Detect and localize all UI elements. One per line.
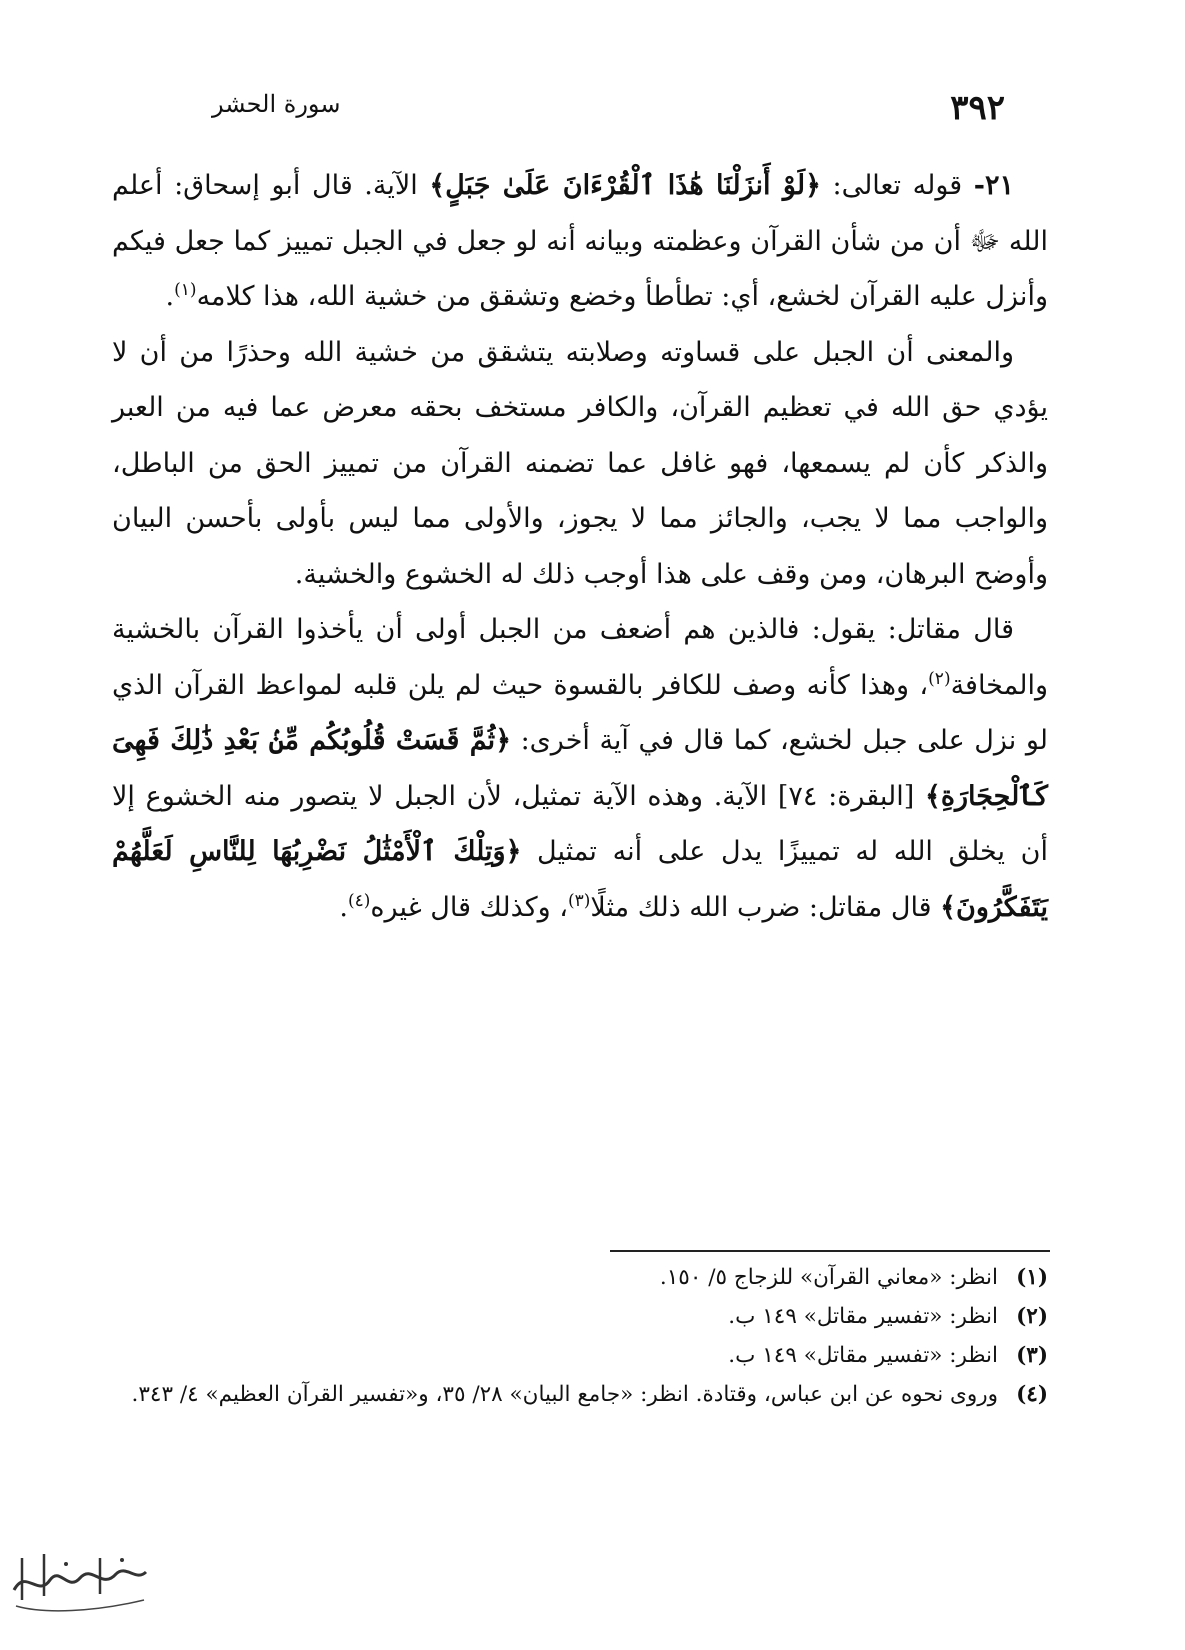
footnote-item — [112, 1297, 1048, 1336]
text-segment: [البقرة: ٧٤] الآية. وهذه الآية تمثيل، لأن الجبل لا يتصور منه الخشوع إلا أن يخلق الله له تمييزًا يدل على أنه تمثيل — [112, 780, 1048, 867]
footnote-marker: (٤) — [347, 890, 371, 911]
footnote-text: انظر: «تفسير مقاتل» ١٤٩ ب. — [728, 1304, 998, 1329]
page-header — [180, 80, 1005, 130]
main-text — [112, 158, 1048, 935]
footnote-marker: (٣) — [567, 890, 591, 911]
surah-title: سورة الحشر — [212, 90, 341, 118]
text-segment: . — [165, 281, 175, 312]
quran-quote: ﴿لَوْ أَنزَلْنَا هَٰذَا ٱلْقُرْءَانَ عَلَىٰ جَبَلٍ﴾ — [429, 170, 821, 201]
footnote-marker: (١) — [174, 280, 197, 300]
text-segment: ، وكذلك قال غيره — [370, 891, 568, 923]
footnote-number: (٣) — [1016, 1343, 1048, 1368]
quran-quote: ﴿ثُمَّ قَسَتْ قُلُوبُكُم مِّنۢ بَعْدِ ذَٰلِكَ فَهِىَ كَٱلْحِجَارَةِ﴾ — [112, 725, 1048, 812]
footnote-item — [112, 1375, 1048, 1414]
footnote-number: (٤) — [1016, 1382, 1048, 1407]
text-segment: الآية. قال أبو إسحاق: أعلم الله ﷻ أن من شأن القرآن وعظمته وبيانه أنه لو جعل في الجبل تمييز كما جعل فيكم وأنزل عليه القرآن لخشع، أي: تطأطأ وخضع وتشقق من خشية الله، هذا كلامه — [112, 170, 1048, 312]
verse-number: ٢١- — [973, 170, 1014, 201]
footnote-text: وروى نحوه عن ابن عباس، وقتادة. انظر: «جامع البيان» ٢٨/ ٣٥، و«تفسير القرآن العظيم» ٤/ ٣٤٣. — [131, 1382, 998, 1407]
text-segment: ، وهذا كأنه وصف للكافر بالقسوة حيث لم يلن قلبه لمواعظ القرآن الذي لو نزل على جبل لخشع، كما قال في آية أخرى: — [112, 669, 1048, 756]
footnote-marker: (٢) — [928, 668, 951, 689]
footnote-text: انظر: «تفسير مقاتل» ١٤٩ ب. — [728, 1343, 998, 1368]
footnote-divider — [610, 1250, 1050, 1252]
paragraph-verse-21 — [112, 158, 1048, 325]
paragraph-meaning: والمعنى أن الجبل على قساوته وصلابته يتشقق من خشية الله وحذرًا من أن لا يؤدي حق الله في تعظيم القرآن، والكافر مستخف بحقه معرض عما فيه من العبر والذكر كأن لم يسمعها، فهو غافل عما تضمنه القرآن من تمييز الحق من الباطل، والواجب مما لا يجب، والجائز مما لا يجوز، والأولى مما ليس بأولى بأحسن البيان وأوضح البرهان، ومن وقف على هذا أوجب ذلك له الخشوع والخشية. — [112, 336, 1048, 590]
footnote-text: انظر: «معاني القرآن» للزجاج ٥/ ١٥٠. — [659, 1265, 998, 1290]
calligraphy-logo-icon — [4, 1528, 154, 1628]
footnote-number: (٢) — [1016, 1304, 1048, 1329]
text-segment: قال مقاتل: يقول: فالذين هم أضعف من الجبل أولى أن يأخذوا القرآن بالخشية والمخافة — [112, 614, 1048, 701]
footnote-item — [112, 1258, 1048, 1297]
text-segment: قوله تعالى: — [820, 170, 974, 201]
quran-quote: ﴿وَتِلْكَ ٱلْأَمْثَٰلُ نَضْرِبُهَا لِلنَّاسِ لَعَلَّهُمْ يَتَفَكَّرُونَ﴾ — [112, 836, 1048, 923]
paragraph-muqatil — [112, 602, 1048, 935]
footnote-item — [112, 1336, 1048, 1375]
footnote-number: (١) — [1016, 1265, 1048, 1290]
text-segment: قال مقاتل: ضرب الله ذلك مثلًا — [590, 891, 941, 923]
text-segment: . — [339, 891, 348, 923]
page-number: ٣٩٢ — [950, 88, 1005, 128]
footnotes — [112, 1258, 1048, 1414]
